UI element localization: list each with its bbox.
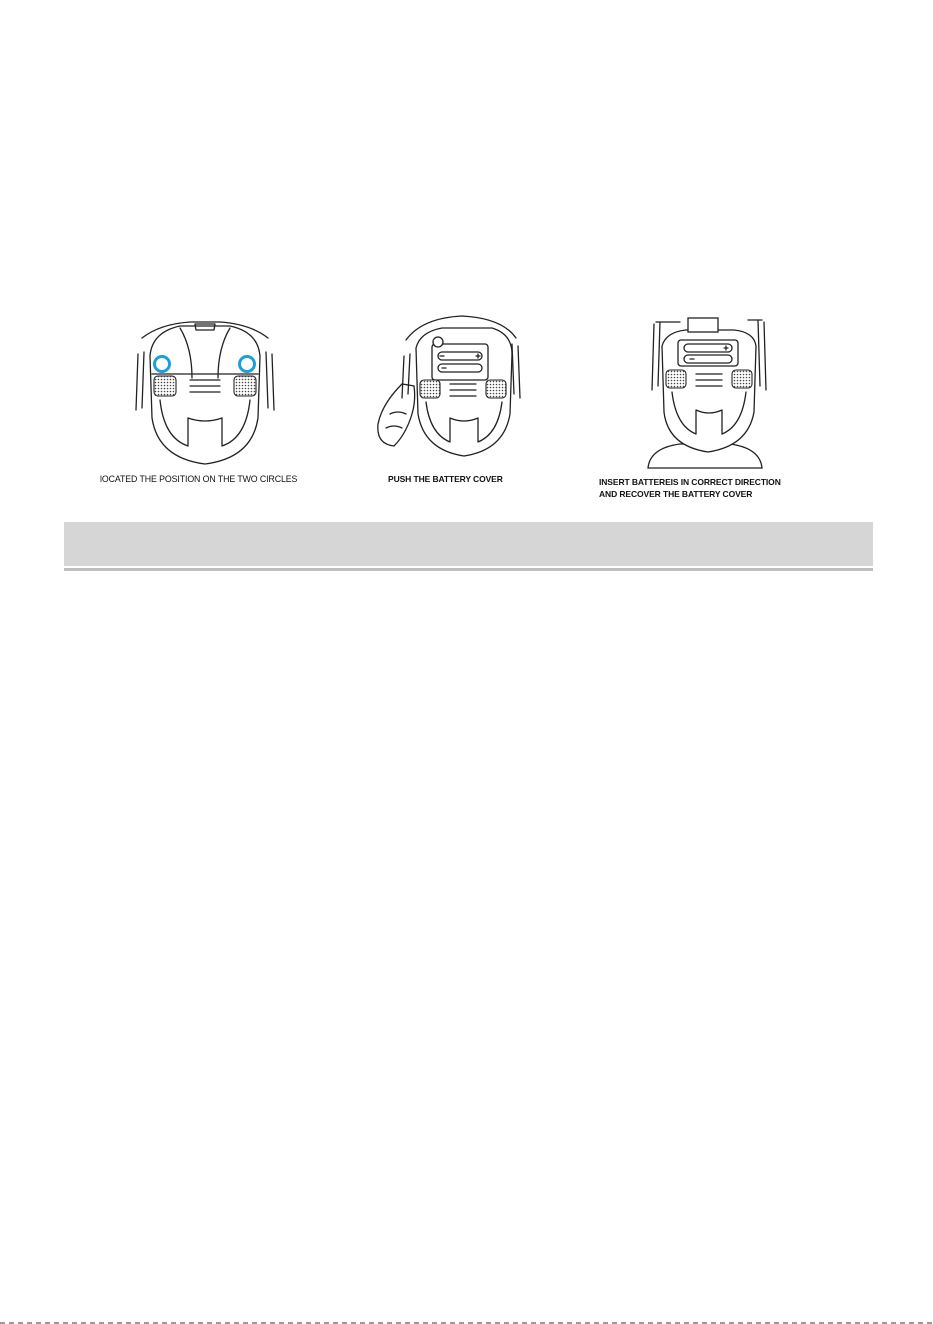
caption-line: lOCATED THE POSITION ON THE TWO CIRCLES [100, 474, 298, 484]
caption-line: AND RECOVER THE BATTERY COVER [599, 489, 753, 499]
section-header-band [64, 522, 873, 566]
step-2-illustration [372, 314, 532, 464]
controller-batteries-figure [640, 316, 770, 471]
left-grille [154, 376, 176, 396]
right-grille [234, 376, 256, 396]
step-2-caption [388, 473, 503, 485]
left-antenna [136, 352, 144, 410]
step-1-caption [100, 473, 297, 485]
top-clamp [688, 318, 718, 332]
step-3-caption [599, 476, 781, 500]
section-divider [64, 568, 873, 571]
battery-compartment [432, 344, 488, 380]
step-1-illustration [130, 318, 280, 468]
caption-line: INSERT BATTEREIS IN CORRECT DIRECTION [599, 477, 781, 487]
controller-open-figure [372, 314, 532, 464]
hand [378, 384, 415, 446]
right-antenna [266, 352, 274, 410]
caption-line: PUSH THE BATTERY COVER [388, 474, 503, 484]
controller-back-figure [130, 318, 280, 468]
step-3-illustration [640, 316, 770, 471]
